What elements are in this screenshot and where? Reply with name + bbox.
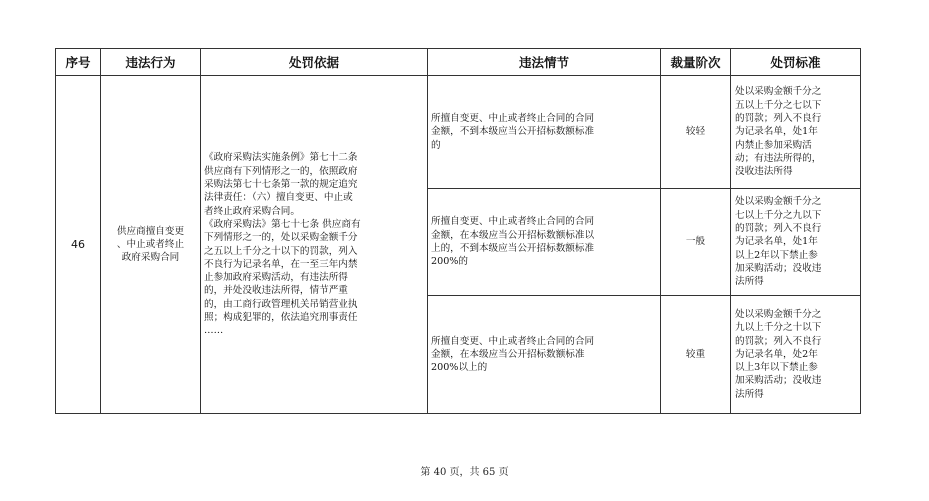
level-cell: 较轻 [661,76,731,189]
penalty-table [55,48,861,414]
violation-cell: 供应商擅自变更 、中止或者终止 政府采购合同 [101,76,201,414]
basis-cell: 《政府采购法实施条例》第七十二条 供应商有下列情形之一的，依照政府 采购法第七十七条第一款的规定追究 法律责任：（六）擅自变更、中止或 者终止政府采购合同。 《政府采购法》第七十七条 供应商有 下列情形之一的，处以采购金额千分 之五以上千分之十以下的罚款，列入 不良行为记录名单，在一至三年内禁 止参加政府采购活动，有违法所得 的，并处没收违法所得，情节严重 的，由工商行政管理机关吊销营业执 照；构成犯罪的，依法追究刑事责任 …… [201,76,428,414]
standard-cell: 处以采购金额千分之 九以上千分之十以下 的罚款；列入不良行 为记录名单，处2年 以上3年以下禁止参 加采购活动；没收违 法所得 [731,296,861,414]
seq-cell: 46 [56,76,101,414]
header-violation: 违法行为 [101,49,201,76]
standard-cell: 处以采购金额千分之 七以上千分之九以下 的罚款；列入不良行 为记录名单，处1年 以上2年以下禁止参 加采购活动；没收违 法所得 [731,189,861,296]
header-circumstance: 违法情节 [428,49,661,76]
header-seq: 序号 [56,49,101,76]
header-basis: 处罚依据 [201,49,428,76]
level-cell: 一般 [661,189,731,296]
header-row [56,49,861,76]
circumstance-cell: 所擅自变更、中止或者终止合同的合同 金额，在本级应当公开招标数额标准以 上的，不到本级应当公开招标数额标准 200%的 [428,189,661,296]
circumstance-cell: 所擅自变更、中止或者终止合同的合同 金额，不到本级应当公开招标数额标准 的 [428,76,661,189]
table-row [56,76,861,189]
page-footer: 第 40 页，共 65 页 [420,467,509,478]
level-cell: 较重 [661,296,731,414]
header-standard: 处罚标准 [731,49,861,76]
standard-cell: 处以采购金额千分之 五以上千分之七以下 的罚款；列入不良行 为记录名单，处1年 内禁止参加采购活 动；有违法所得的， 没收违法所得 [731,76,861,189]
header-level: 裁量阶次 [661,49,731,76]
circumstance-cell: 所擅自变更、中止或者终止合同的合同 金额，在本级应当公开招标数额标准 200%以上的 [428,296,661,414]
